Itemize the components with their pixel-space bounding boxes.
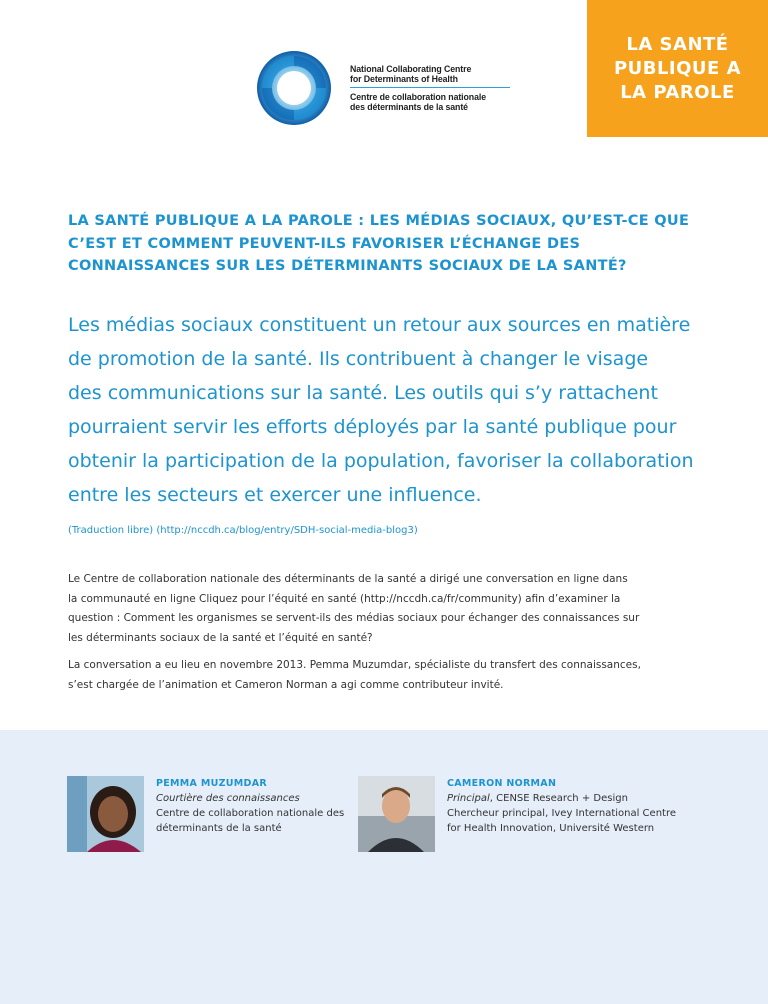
contributor-role-line <box>447 791 676 806</box>
contributor-role: Principal <box>447 793 490 804</box>
logo-divider <box>350 87 510 88</box>
contributor-pemma <box>67 776 344 852</box>
contributor-org-line-1: Centre de collaboration nationale des <box>156 808 345 819</box>
contributor-org-line-2: déterminants de la santé <box>156 823 282 834</box>
contributor-name: CAMERON NORMAN <box>447 778 557 789</box>
source-citation: (Traduction libre) (http://nccdh.ca/blog/entry/SDH-social-media-blog3) <box>68 525 418 536</box>
contributor-role: Courtière des connaissances <box>156 793 300 804</box>
page-title: LA SANTÉ PUBLIQUE A LA PAROLE : LES MÉDIAS SOCIAUX, QU’EST-CE QUE C’EST ET COMMENT PEUVENT-ILS FAVORISER L’ÉCHANGE DES CONNAISSANCES SUR LES DÉTERMINANTS SOCIAUX DE LA SANTÉ? <box>68 213 690 274</box>
portrait-pemma-icon <box>67 776 144 852</box>
nccdh-logo-icon <box>256 50 332 126</box>
contributor-cameron <box>358 776 676 852</box>
logo-french: Centre de collaboration nationale des déterminants de la santé <box>350 92 487 112</box>
lead-paragraph: Les médias sociaux constituent un retour aux sources en matière de promotion de la santé. Ils contribuent à changer le visage des communications sur la santé. Les outils qui s’y rattachent pourraient servir les efforts déployés par la santé publique pour obtenir la participation de la population, favoriser la collaboration entre les secteurs et exercer une influence. <box>68 314 694 506</box>
contributor-pemma-info <box>156 776 344 852</box>
logo-wordmark <box>350 64 515 112</box>
section-tag <box>587 0 768 137</box>
avatar-cameron <box>358 776 435 852</box>
body-paragraph-2: La conversation a eu lieu en novembre 2013. Pemma Muzumdar, spécialiste du transfert des connaissances, s’est chargée de l’animation et Cameron Norman a agi comme contributeur invité. <box>68 659 641 691</box>
contributor-name: PEMMA MUZUMDAR <box>156 778 267 789</box>
contributors-band <box>0 730 768 1004</box>
logo-english: National Collaborating Centre for Determinants of Health <box>350 64 472 84</box>
contributor-org-line-2: for Health Innovation, Université Western <box>447 823 655 834</box>
body-text <box>68 570 708 703</box>
contributor-cameron-info <box>447 776 676 852</box>
contributor-org-line-1: Chercheur principal, Ivey International Centre <box>447 808 676 819</box>
body-paragraph-1: Le Centre de collaboration nationale des déterminants de la santé a dirigé une conversation en ligne dans la communauté en ligne Cliquez pour l’équité en santé (http://nccdh.ca/fr/community) afin d’examiner la question : Comment les organismes se servent-ils des médias sociaux pour échanger des connaissances sur les déterminants sociaux de la santé et l’équité en santé? <box>68 573 640 644</box>
section-tag-text: LA SANTÉ PUBLIQUE A LA PAROLE <box>613 33 742 103</box>
portrait-cameron-icon <box>358 776 435 852</box>
avatar-pemma <box>67 776 144 852</box>
contributor-role-suffix: , CENSE Research + Design <box>489 793 628 804</box>
